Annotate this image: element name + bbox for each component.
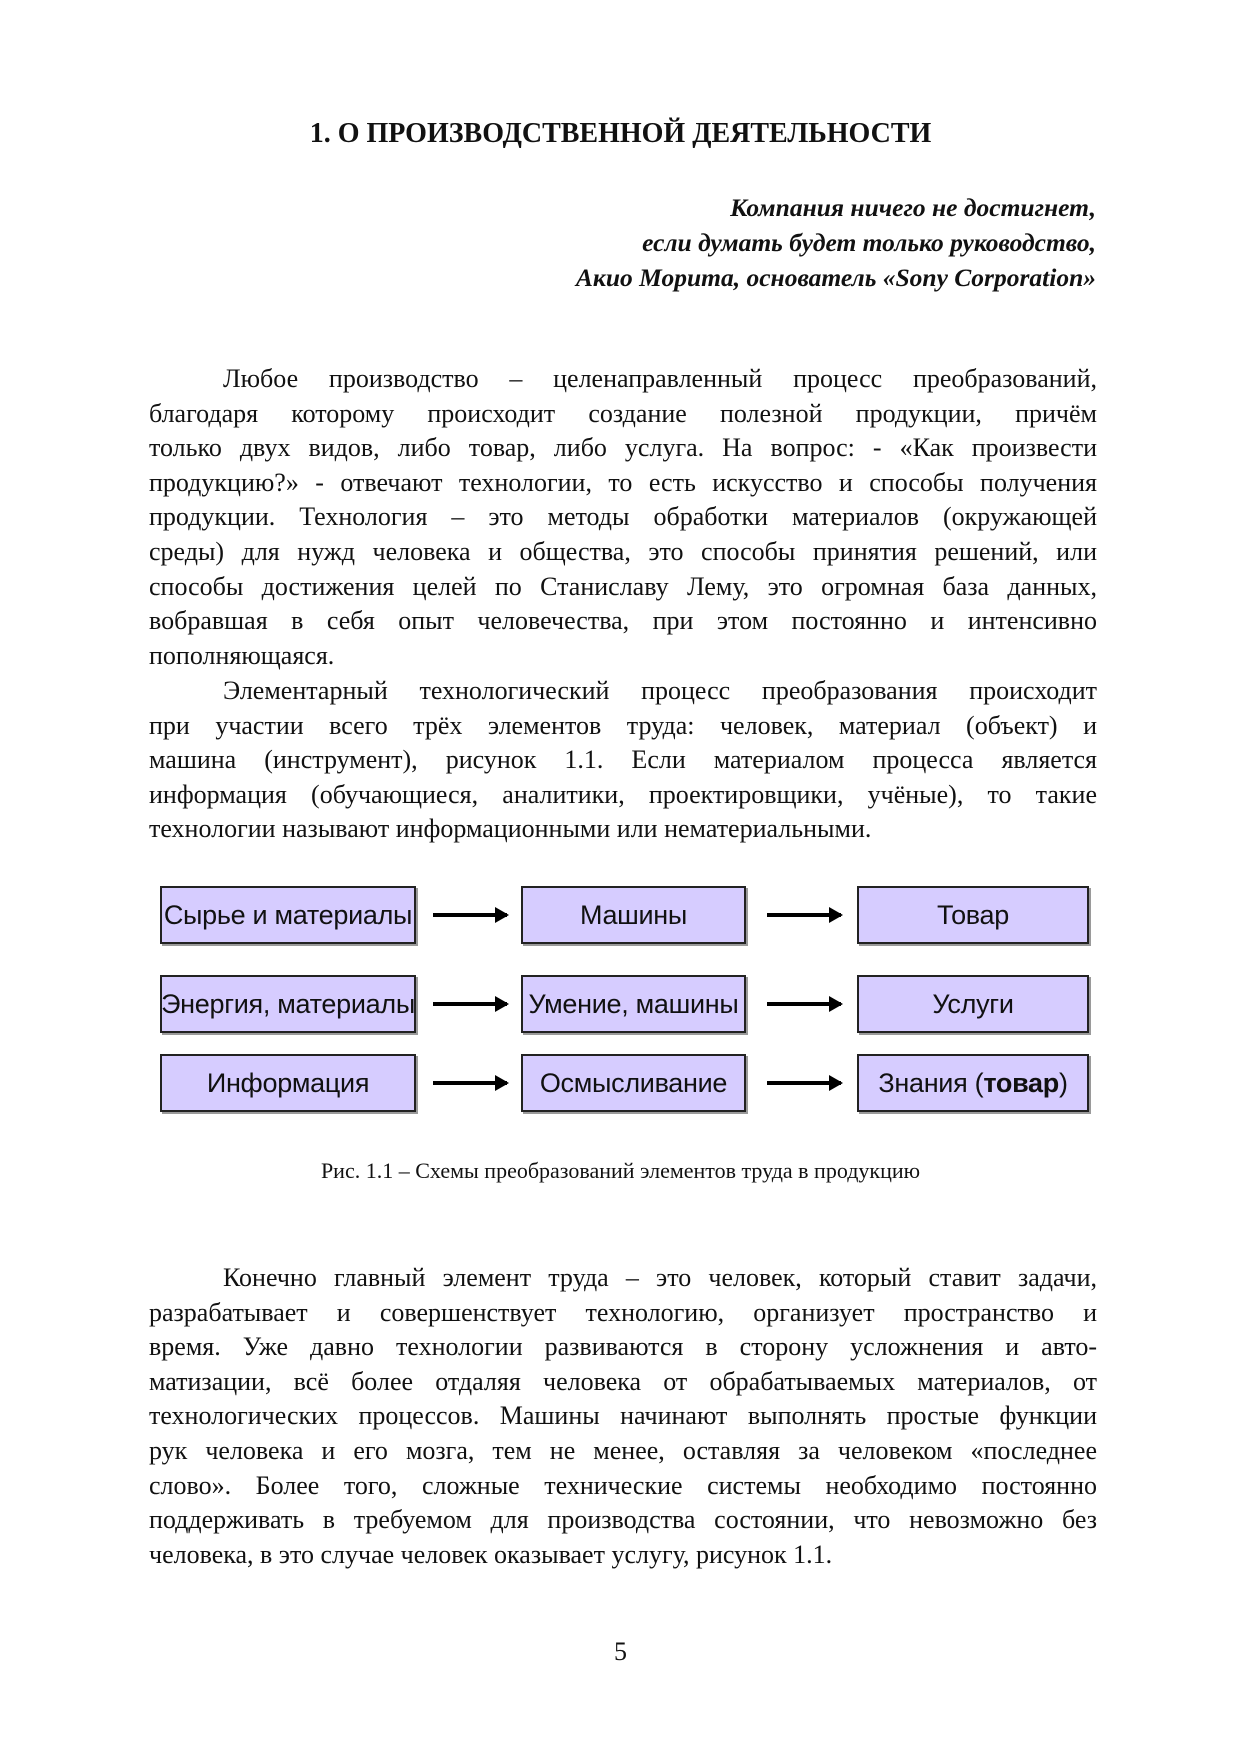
arrow-right-icon: [433, 913, 507, 917]
figure-caption: Рис. 1.1 – Схемы преобразований элементов труда в продукцию: [320, 1158, 921, 1183]
arrow-right-icon: [433, 1002, 507, 1006]
text-line: технологических процессов. Машины начинают выполнять простые функции: [149, 1401, 1097, 1431]
text-line: Элементарный технологический процесс преобразования происходит: [223, 676, 1097, 705]
box-knowledge-label: Знания (: [878, 1067, 984, 1098]
box-energy-materials: Энергия, материалы: [160, 975, 416, 1033]
text-line: Любое производство – целенаправленный процесс преобразований,: [223, 364, 1097, 393]
arrow-right-icon: [767, 1081, 841, 1085]
box-skill-machines: Умение, машины: [521, 975, 746, 1033]
arrow-right-icon: [433, 1081, 507, 1085]
text-line: только двух видов, либо товар, либо услуга. На вопрос: - «Как произвести: [149, 433, 1097, 463]
arrow-right-icon: [767, 1002, 841, 1006]
arrow-right-icon: [767, 913, 841, 917]
box-information: Информация: [160, 1054, 416, 1112]
text-line: матизации, всё более отдаляя человека от обрабатываемых материалов, от: [149, 1366, 1097, 1396]
text-line: время. Уже давно технологии развиваются в сторону усложнения и авто-: [149, 1332, 1097, 1362]
epigraph-line: Акио Морита, основатель «Sony Corporation»: [575, 263, 1096, 292]
paragraph-3: [149, 1261, 1097, 1572]
box-machines: Машины: [521, 886, 746, 944]
text-line: пополняющаяся.: [149, 640, 335, 670]
box-comprehension: Осмысливание: [521, 1054, 746, 1112]
box-knowledge-suffix: ): [1058, 1067, 1068, 1098]
chapter-heading: 1. О ПРОИЗВОДСТВЕННОЙ ДЕЯТЕЛЬНОСТИ: [309, 118, 932, 149]
page-number: 5: [614, 1637, 627, 1666]
paragraph-1: [149, 362, 1097, 673]
text-line: слово». Более того, сложные технические системы необходимо постоянно: [149, 1470, 1097, 1500]
epigraph-line: Компания ничего не достигнет,: [730, 193, 1096, 222]
text-line: разрабатывает и совершенствует технологию, организует пространство и: [149, 1297, 1097, 1327]
epigraph: [576, 190, 1096, 295]
text-line: при участии всего трёх элементов труда: человек, материал (объект) и: [149, 710, 1097, 740]
text-line: информация (обучающиеся, аналитики, проектировщики, учёные), то такие: [149, 779, 1097, 809]
box-knowledge-bold: товар: [983, 1067, 1059, 1098]
paragraph-2: [149, 674, 1097, 847]
text-line: продукции. Технология – это методы обработки материалов (окружающей: [149, 502, 1097, 532]
box-services: Услуги: [857, 975, 1089, 1033]
text-line: поддерживать в требуемом для производства состоянии, что невозможно без: [149, 1505, 1097, 1535]
text-line: продукцию?» - отвечают технологии, то есть искусство и способы получения: [149, 467, 1097, 497]
text-line: технологии называют информационными или нематериальными.: [149, 814, 872, 844]
text-line: Конечно главный элемент труда – это человек, который ставит задачи,: [223, 1263, 1097, 1292]
text-line: рук человека и его мозга, тем не менее, оставляя за человеком «последнее: [149, 1435, 1097, 1465]
text-line: человека, в это случае человек оказывает услугу, рисунок 1.1.: [149, 1539, 833, 1569]
text-line: благодаря которому происходит создание полезной продукции, причём: [149, 398, 1097, 428]
text-line: вобравшая в себя опыт человечества, при этом постоянно и интенсивно: [149, 606, 1097, 636]
text-line: машина (инструмент), рисунок 1.1. Если материалом процесса является: [149, 745, 1097, 775]
box-knowledge: [857, 1054, 1089, 1112]
box-goods: Товар: [857, 886, 1089, 944]
box-raw-materials: Сырье и материалы: [160, 886, 416, 944]
epigraph-line: если думать будет только руководство,: [642, 228, 1096, 257]
text-line: среды) для нужд человека и общества, это способы принятия решений, или: [149, 536, 1097, 566]
text-line: способы достижения целей по Станиславу Лему, это огромная база данных,: [149, 571, 1097, 601]
